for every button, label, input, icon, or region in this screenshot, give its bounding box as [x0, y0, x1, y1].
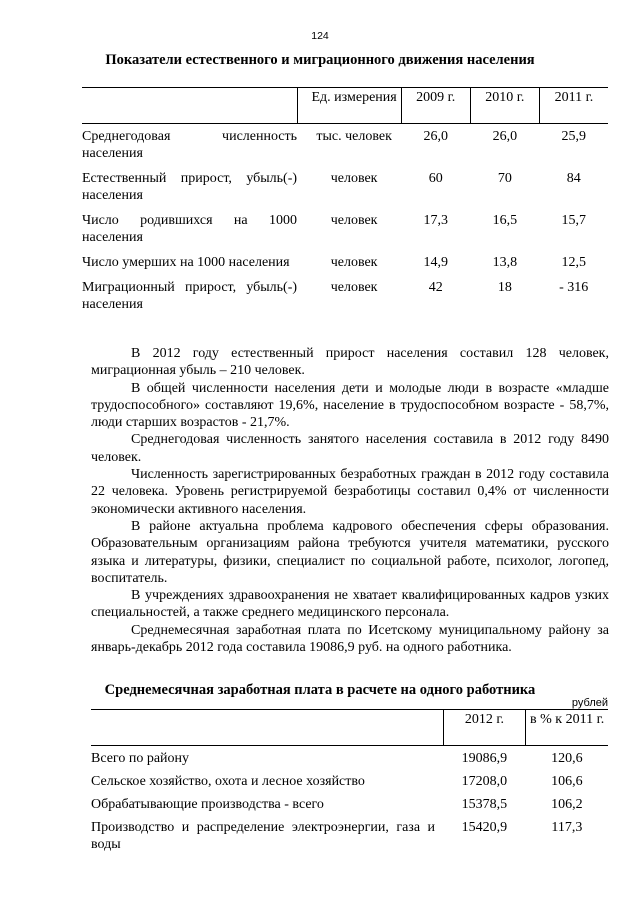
row-indicator: Естественный прирост, убыль(-) населения — [82, 171, 298, 203]
header-indicator — [82, 88, 297, 124]
table-row — [82, 170, 608, 212]
paragraph: В районе актуальна проблема кадрового обеспечения сферы образования. Образовательным организациям района требуются учителя математики, русского языка и литературы, физики, специалист по социальной работе, психолог, логопед, воспитатель. — [91, 518, 609, 586]
table1-title: Показатели естественного и миграционного движения населения — [105, 52, 535, 68]
cell-2012: 15378,5 — [461, 797, 508, 812]
header-percent: в % к 2011 г. — [526, 710, 608, 746]
row-indicator: Обрабатывающие производства - всего — [91, 797, 324, 812]
cell-2009: 14,9 — [423, 255, 448, 270]
table2-title: Среднемесячная заработная плата в расчете на одного работника — [104, 682, 536, 698]
paragraph: В учреждениях здравоохранения не хватает квалифицированных кадров узких специальностей, а также среднего медицинского персонала. — [91, 588, 609, 621]
page-number: 124 — [311, 30, 329, 42]
row-indicator: Число родившихся на 1000 населения — [82, 213, 298, 245]
cell-2011: 12,5 — [561, 255, 586, 270]
table-row — [91, 773, 608, 796]
row-indicator: Число умерших на 1000 населения — [82, 255, 290, 270]
paragraph: В 2012 году естественный прирост населения составил 128 человек, миграционная убыль – 210 человек. — [91, 346, 609, 379]
table-header-row — [91, 710, 608, 746]
row-unit: человек — [330, 255, 378, 270]
paragraph: Среднемесячная заработная плата по Исетскому муниципальному району за январь-декабрь 2012 года составила 19086,9 руб. на одного работника. — [91, 622, 609, 656]
cell-2010: 26,0 — [492, 129, 518, 144]
cell-percent: 106,6 — [551, 774, 583, 789]
row-indicator: Среднегодовая численность населения — [82, 129, 298, 161]
cell-2010: 13,8 — [492, 255, 518, 270]
paragraph: Среднегодовая численность занятого населения составила в 2012 году 8490 человек. — [91, 432, 609, 465]
population-table — [82, 87, 608, 321]
body-text — [91, 345, 609, 656]
row-unit: человек — [330, 171, 378, 186]
table-row — [91, 746, 608, 774]
cell-percent: 117,3 — [551, 820, 583, 835]
row-unit: человек — [330, 280, 378, 295]
row-unit: человек — [330, 213, 378, 228]
cell-2009: 17,3 — [423, 213, 448, 228]
row-indicator: Сельское хозяйство, охота и лесное хозяйство — [91, 774, 365, 789]
row-indicator: Миграционный прирост, убыль(-) населения — [82, 280, 298, 312]
table-row — [91, 796, 608, 819]
cell-2011: - 316 — [559, 280, 589, 295]
header-indicator — [91, 710, 443, 746]
cell-2010: 70 — [497, 171, 512, 186]
row-indicator: Производство и распределение электроэнергии, газа и воды — [91, 820, 436, 852]
header-2012: 2012 г. — [443, 710, 526, 746]
cell-2010: 16,5 — [492, 213, 518, 228]
paragraph: В общей численности населения дети и молодые люди в возрасте «младше трудоспособного» составляют 19,6%, население в трудоспособном возрасте - 58,7%, люди старших возрастов - 21,7%. — [91, 380, 609, 431]
cell-percent: 120,6 — [551, 751, 583, 766]
row-unit: тыс. человек — [316, 129, 392, 144]
table-row — [82, 254, 608, 279]
cell-2009: 42 — [428, 280, 443, 295]
cell-2011: 84 — [566, 171, 581, 186]
cell-2011: 25,9 — [561, 129, 586, 144]
cell-percent: 106,2 — [551, 797, 583, 812]
table-row — [82, 279, 608, 321]
cell-2011: 15,7 — [561, 213, 586, 228]
cell-2009: 60 — [428, 171, 443, 186]
header-2011: 2011 г. — [539, 88, 608, 124]
salary-table — [91, 709, 608, 859]
row-indicator: Всего по району — [91, 751, 190, 766]
header-2010: 2010 г. — [470, 88, 539, 124]
paragraph: Численность зарегистрированных безработных граждан в 2012 году составила 22 человека. Уровень регистрируемой безработицы составил 0,4% от численности экономически активного населения. — [91, 467, 609, 517]
table-row — [91, 819, 608, 859]
header-unit: Ед. измерения — [297, 88, 401, 124]
cell-2012: 19086,9 — [461, 751, 508, 766]
table-row — [82, 124, 608, 171]
header-2009: 2009 г. — [401, 88, 470, 124]
cell-2012: 15420,9 — [461, 820, 508, 835]
table-header-row — [82, 88, 608, 124]
table2-unit: рублей — [571, 697, 608, 709]
cell-2012: 17208,0 — [461, 774, 508, 789]
table-row — [82, 212, 608, 254]
cell-2009: 26,0 — [423, 129, 448, 144]
cell-2010: 18 — [497, 280, 512, 295]
